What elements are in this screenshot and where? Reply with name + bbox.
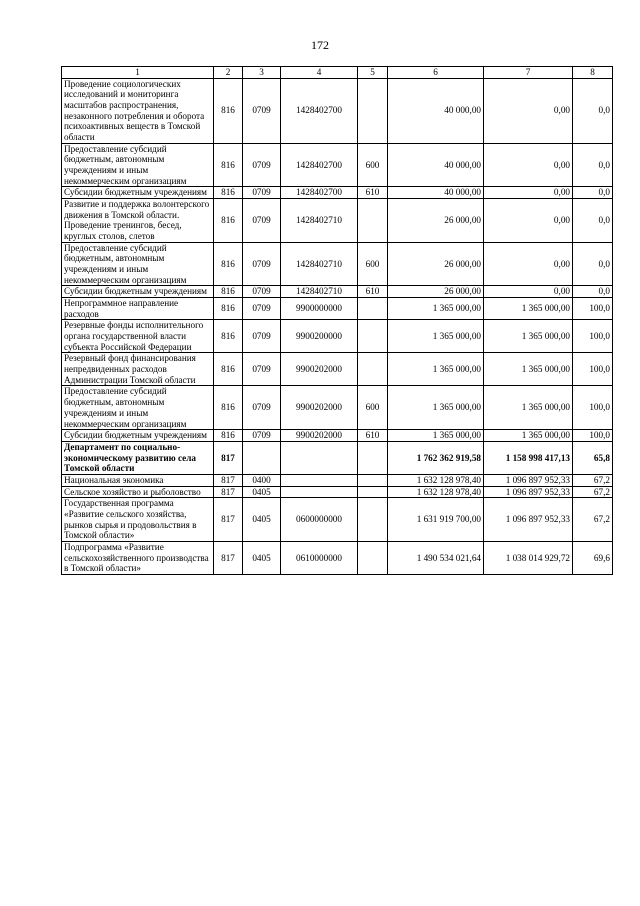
table-row [62, 498, 613, 542]
row-section-code: 0405 [243, 498, 281, 542]
table-row [62, 386, 613, 430]
col-header: 3 [243, 67, 281, 79]
row-expense-kind: 610 [358, 286, 388, 298]
row-actual-amount: 1 096 897 952,33 [484, 486, 573, 498]
row-ministry-code: 816 [214, 199, 243, 243]
row-plan-amount: 26 000,00 [388, 199, 484, 243]
table-row [62, 199, 613, 243]
row-name: Субсидии бюджетным учреждениям [62, 430, 214, 442]
table-row [62, 143, 613, 187]
row-plan-amount: 1 365 000,00 [388, 298, 484, 320]
row-expense-kind [358, 441, 388, 474]
row-ministry-code: 817 [214, 498, 243, 542]
row-ministry-code: 816 [214, 286, 243, 298]
table-row [62, 242, 613, 286]
row-target-code: 1428402710 [281, 242, 358, 286]
page-number: 172 [311, 38, 329, 52]
col-header: 4 [281, 67, 358, 79]
row-plan-amount: 26 000,00 [388, 286, 484, 298]
row-actual-amount: 1 365 000,00 [484, 320, 573, 353]
row-name: Подпрограмма «Развитие сельскохозяйственного производства в Томской области» [62, 541, 214, 574]
row-actual-amount: 1 096 897 952,33 [484, 498, 573, 542]
row-actual-amount: 1 158 998 417,13 [484, 441, 573, 474]
row-expense-kind [358, 320, 388, 353]
row-section-code: 0709 [243, 187, 281, 199]
row-plan-amount: 1 490 534 021,64 [388, 541, 484, 574]
row-ministry-code: 816 [214, 78, 243, 143]
row-name: Сельское хозяйство и рыболовство [62, 486, 214, 498]
row-actual-amount: 1 096 897 952,33 [484, 474, 573, 486]
row-target-code: 1428402710 [281, 199, 358, 243]
row-expense-kind: 610 [358, 430, 388, 442]
row-target-code: 1428402700 [281, 143, 358, 187]
row-section-code: 0709 [243, 286, 281, 298]
table-row [62, 353, 613, 386]
row-section-code: 0405 [243, 541, 281, 574]
row-ministry-code: 816 [214, 143, 243, 187]
row-actual-amount: 1 038 014 929,72 [484, 541, 573, 574]
table-row [62, 541, 613, 574]
row-percent: 0,0 [573, 187, 613, 199]
row-actual-amount: 0,00 [484, 187, 573, 199]
row-percent: 100,0 [573, 386, 613, 430]
col-header: 8 [573, 67, 613, 79]
row-ministry-code: 817 [214, 486, 243, 498]
row-actual-amount: 1 365 000,00 [484, 430, 573, 442]
row-plan-amount: 40 000,00 [388, 143, 484, 187]
row-plan-amount: 1 365 000,00 [388, 353, 484, 386]
row-ministry-code: 816 [214, 353, 243, 386]
row-target-code [281, 441, 358, 474]
table-row [62, 298, 613, 320]
row-expense-kind: 600 [358, 242, 388, 286]
row-target-code: 9900202000 [281, 386, 358, 430]
row-plan-amount: 26 000,00 [388, 242, 484, 286]
row-expense-kind [358, 199, 388, 243]
table-row [62, 441, 613, 474]
row-ministry-code: 817 [214, 474, 243, 486]
row-plan-amount: 1 631 919 700,00 [388, 498, 484, 542]
row-percent: 0,0 [573, 143, 613, 187]
table-row [62, 286, 613, 298]
row-name: Субсидии бюджетным учреждениям [62, 187, 214, 199]
row-target-code: 1428402700 [281, 78, 358, 143]
row-section-code: 0709 [243, 242, 281, 286]
row-section-code: 0709 [243, 353, 281, 386]
row-ministry-code: 817 [214, 541, 243, 574]
row-actual-amount: 0,00 [484, 78, 573, 143]
row-target-code: 9900202000 [281, 430, 358, 442]
row-section-code: 0405 [243, 486, 281, 498]
row-percent: 100,0 [573, 298, 613, 320]
row-section-code: 0709 [243, 386, 281, 430]
row-target-code: 0610000000 [281, 541, 358, 574]
row-percent: 0,0 [573, 78, 613, 143]
row-ministry-code: 816 [214, 430, 243, 442]
col-header: 7 [484, 67, 573, 79]
row-target-code: 1428402700 [281, 187, 358, 199]
row-plan-amount: 1 365 000,00 [388, 320, 484, 353]
row-plan-amount: 1 632 128 978,40 [388, 474, 484, 486]
row-name: Непрограммное направление расходов [62, 298, 214, 320]
row-percent: 100,0 [573, 430, 613, 442]
budget-table [61, 66, 613, 575]
row-percent: 0,0 [573, 286, 613, 298]
col-header: 1 [62, 67, 214, 79]
row-plan-amount: 1 632 128 978,40 [388, 486, 484, 498]
row-expense-kind [358, 353, 388, 386]
header-row [62, 67, 613, 79]
row-actual-amount: 0,00 [484, 242, 573, 286]
row-section-code [243, 441, 281, 474]
row-expense-kind [358, 474, 388, 486]
row-plan-amount: 40 000,00 [388, 78, 484, 143]
row-expense-kind [358, 78, 388, 143]
row-actual-amount: 1 365 000,00 [484, 386, 573, 430]
table-row [62, 187, 613, 199]
row-name: Развитие и поддержка волонтерского движения в Томской области. Проведение тренингов, бесед, круглых столов, слетов [62, 199, 214, 243]
row-ministry-code: 817 [214, 441, 243, 474]
table-row [62, 78, 613, 143]
row-plan-amount: 1 365 000,00 [388, 430, 484, 442]
row-percent: 65,8 [573, 441, 613, 474]
row-actual-amount: 1 365 000,00 [484, 353, 573, 386]
row-name: Предоставление субсидий бюджетным, автономным учреждениям и иным некоммерческим организациям [62, 242, 214, 286]
row-percent: 67,2 [573, 498, 613, 542]
row-target-code [281, 474, 358, 486]
row-name: Проведение социологических исследований и мониторинга масштабов распространения, незаконного потребления и оборота психоактивных веществ в Томской области [62, 78, 214, 143]
row-target-code: 1428402710 [281, 286, 358, 298]
col-header: 2 [214, 67, 243, 79]
row-ministry-code: 816 [214, 298, 243, 320]
row-expense-kind: 600 [358, 143, 388, 187]
row-target-code: 0600000000 [281, 498, 358, 542]
row-section-code: 0709 [243, 78, 281, 143]
row-name: Национальная экономика [62, 474, 214, 486]
row-percent: 0,0 [573, 242, 613, 286]
row-name: Государственная программа «Развитие сельского хозяйства, рынков сырья и продовольствия в Томской области» [62, 498, 214, 542]
row-ministry-code: 816 [214, 386, 243, 430]
row-plan-amount: 1 365 000,00 [388, 386, 484, 430]
row-section-code: 0400 [243, 474, 281, 486]
row-name: Департамент по социально-экономическому развитию села Томской области [62, 441, 214, 474]
row-name: Резервные фонды исполнительного органа государственной власти субъекта Российской Федерации [62, 320, 214, 353]
table-row [62, 486, 613, 498]
row-target-code: 9900200000 [281, 320, 358, 353]
row-name: Резервный фонд финансирования непредвиденных расходов Администрации Томской области [62, 353, 214, 386]
row-percent: 0,0 [573, 199, 613, 243]
row-expense-kind [358, 541, 388, 574]
row-percent: 67,2 [573, 474, 613, 486]
row-ministry-code: 816 [214, 187, 243, 199]
row-target-code: 9900202000 [281, 353, 358, 386]
row-ministry-code: 816 [214, 320, 243, 353]
row-section-code: 0709 [243, 320, 281, 353]
table-row [62, 320, 613, 353]
table-row [62, 474, 613, 486]
row-target-code: 9900000000 [281, 298, 358, 320]
row-ministry-code: 816 [214, 242, 243, 286]
row-plan-amount: 1 762 362 919,58 [388, 441, 484, 474]
row-actual-amount: 0,00 [484, 143, 573, 187]
row-name: Предоставление субсидий бюджетным, автономным учреждениям и иным некоммерческим организациям [62, 143, 214, 187]
row-percent: 100,0 [573, 353, 613, 386]
row-expense-kind: 600 [358, 386, 388, 430]
row-target-code [281, 486, 358, 498]
row-section-code: 0709 [243, 199, 281, 243]
col-header: 5 [358, 67, 388, 79]
row-name: Предоставление субсидий бюджетным, автономным учреждениям и иным некоммерческим организациям [62, 386, 214, 430]
row-percent: 69,6 [573, 541, 613, 574]
row-expense-kind [358, 486, 388, 498]
col-header: 6 [388, 67, 484, 79]
row-expense-kind [358, 298, 388, 320]
row-percent: 100,0 [573, 320, 613, 353]
row-expense-kind [358, 498, 388, 542]
row-actual-amount: 0,00 [484, 199, 573, 243]
row-actual-amount: 0,00 [484, 286, 573, 298]
row-expense-kind: 610 [358, 187, 388, 199]
row-name: Субсидии бюджетным учреждениям [62, 286, 214, 298]
table-row [62, 430, 613, 442]
row-section-code: 0709 [243, 143, 281, 187]
row-actual-amount: 1 365 000,00 [484, 298, 573, 320]
row-section-code: 0709 [243, 430, 281, 442]
row-section-code: 0709 [243, 298, 281, 320]
row-plan-amount: 40 000,00 [388, 187, 484, 199]
row-percent: 67,2 [573, 486, 613, 498]
